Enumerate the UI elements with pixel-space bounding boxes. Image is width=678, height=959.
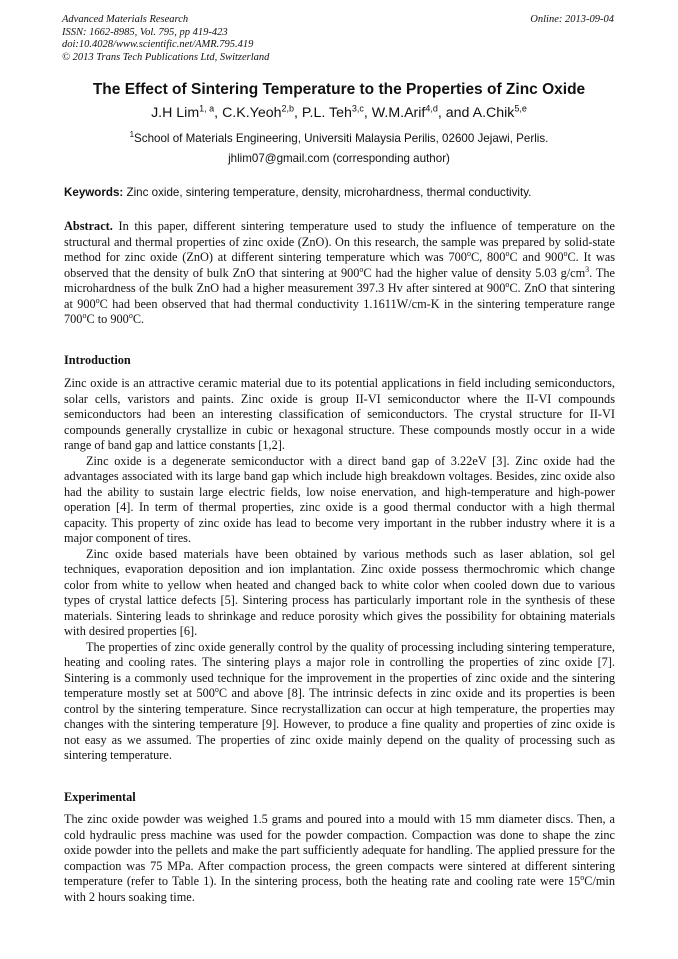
author: J.H Lim$^{1, a}$, [151,103,223,121]
issn-line: ISSN: 1662-8985, Vol. 795, pp 419-423 [62,26,228,38]
author: C.K.Yeoh$^{2,b}$, [222,103,302,121]
online-date: Online: 2013-09-04 [530,14,614,25]
abstract-text: In this paper, different sintering temperature used to study the influence of temperature on the structural and thermal properties of zinc oxide (ZnO). On this research, the sample was prepared by solid-state method for zinc oxide (ZnO) at different sintering temperature which was 700$^o$C, 800$^o$C and 900$^o$C. It was observed that the density of bulk ZnO that sintering at 900$^o$C had the higher value of density 5.03 $g/cm^3$. The microhardness of the bulk ZnO had a higher measurement 397.3 Hv after sintered at 900$^o$C. ZnO that sintering at 900$^o$C had been observed that had thermal conductivity 1.1611W/cm-K in the sintering temperature range 700$^o$C to 900$^o$C. [64,219,615,326]
affiliation: $^1$School of Materials Engineering, Universiti Malaysia Perilis, 02600 Jejawi, Perlis. [129,130,549,145]
paragraph: The properties of zinc oxide generally control by the quality of processing including sintering temperature, heating and cooling rates. The sintering plays a major role in controlling the properties of zinc oxide [7]. Sintering is a commonly used technique for the improvement in the properties of zinc oxide and the sintering temperature mostly set at 500$^o$C and above [8]. The intrinsic defects in zinc oxide and its properties is been control by the sintering temperature. Since recrystallization can occur at high temperature, the properties may changes with the sintering temperature [9]. However, to produce a fine quality and properties of zinc oxide is not easy as we assumed. The properties of zinc oxide mainly depend on the quality of processing such as sintering temperature. [64,639,615,762]
author: P.L. Teh$^{3,c}$, [301,103,372,121]
keywords [64,184,616,202]
paragraph: Zinc oxide is an attractive ceramic material due to its potential applications in field including semiconductors, solar cells, varistors and paints. Zinc oxide is group II-VI semiconductor where the II-VI compounds semiconductors had been an interesting classification of semiconductors. The crystal structure for II-VI compounds generally crystallize in cubic or hexagonal structure. These compounds mostly occur in a wide range of band gap and lattice constants [1,2]. [64,376,615,452]
experimental-heading: Experimental [64,790,136,804]
author: W.M.Arif$^{4,d}$, and [371,103,473,121]
abstract [64,219,615,328]
paragraph: The zinc oxide powder was weighed 1.5 grams and poured into a mould with 15 mm diameter discs. Then, a cold hydraulic press machine was used for the powder compaction. Compaction was done to shape the zinc oxide powder into the pellets and make the part sufficiently adequate for handling. The applied pressure for the compaction was 75 MPa. After compaction process, the green compacts were sintered at different sintering temperature (refer to Table 1). In the sintering process, both the heating rate and cooling rate were 15$^o$C/min with 2 hours soaking time. [64,812,615,904]
author: A.Chik$^{5,e}$ [472,103,527,121]
author-list [40,102,638,124]
paper-title: The Effect of Sintering Temperature to the Properties of Zinc Oxide [92,81,586,98]
journal-header [62,14,269,64]
copyright-line: © 2013 Trans Tech Publications Ltd, Switzerland [62,51,270,63]
abstract-label: Abstract. [64,219,113,233]
paragraph: Zinc oxide based materials have been obtained by various methods such as laser ablation, sol gel techniques, evaporation deposition and ion implantation. Zinc oxide possess thermochromic which change color from white to yellow when heated and changed back to white color when cooled down due to various types of crystal lattice defects [5]. Sintering process has particularly important role in the synthesis of these materials. Sintering leads to shrinkage and reduce porosity which gives the possibility for obtaining materials with desired properties [6]. [64,546,615,638]
introduction-heading: Introduction [64,353,131,367]
keywords-label: Keywords: [64,186,124,199]
experimental-body [64,812,615,905]
corresponding-email: jhlim07@gmail.com (corresponding author) [228,152,450,165]
keywords-text: Zinc oxide, sintering temperature, density, microhardness, thermal conductivity. [123,186,532,199]
paragraph: Zinc oxide is a degenerate semiconductor with a direct band gap of 3.22eV [3]. Zinc oxide had the advantages associated with its large band gap which include high breakdown voltages. Besides, zinc oxide also had the ability to sustain large electric fields, low noise enervation, and high-temperature and high-power operation [4]. In term of thermal properties, zinc oxide is a good thermal conductor with a high thermal capacity. This property of zinc oxide has lead to become very important in the rubber industry where it is a major component of tires. [64,453,615,545]
doi-line: doi:10.4028/www.scientific.net/AMR.795.419 [62,39,254,50]
introduction-body [64,376,615,764]
journal-name: Advanced Materials Research [62,14,189,25]
